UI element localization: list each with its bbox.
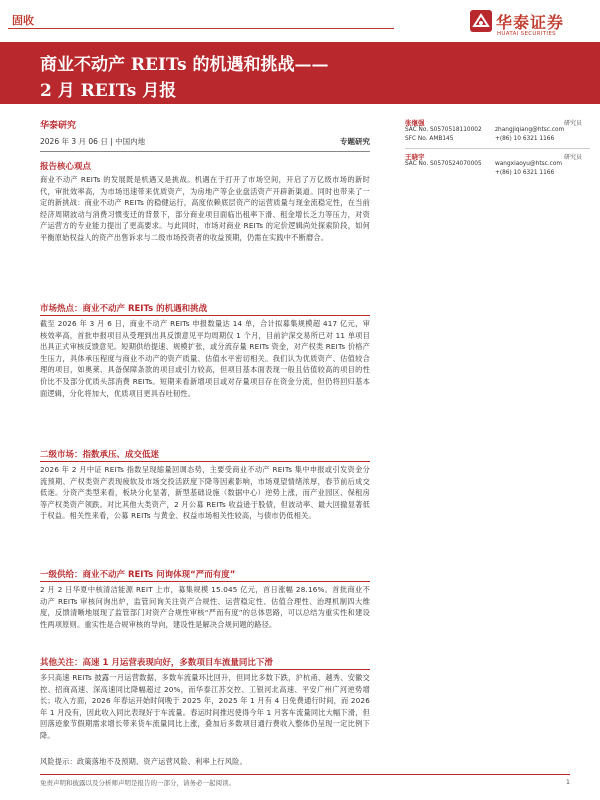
section-title: 市场热点：商业不动产 REITs 的机遇和挑战: [40, 302, 370, 316]
company-logo: [470, 8, 590, 42]
section-secondary-market: [40, 448, 370, 522]
analyst-name: 王晓宇: [405, 153, 425, 161]
analyst-name: 张继强: [405, 119, 425, 127]
logo-mark-icon: [470, 10, 492, 32]
page-number: 1: [565, 778, 570, 786]
risk-warning: 风险提示：政策落地不及预期、资产运营风险、利率上行风险。: [40, 757, 247, 766]
footer: [40, 778, 570, 787]
analyst-phone: +(86) 10 6321 1166: [495, 170, 555, 176]
report-title-line2: 2 月 REITs 月报: [40, 81, 177, 101]
date-separator: [40, 151, 370, 152]
analyst-sfc: SFC No. AMB145: [405, 136, 454, 142]
analyst-card: [405, 152, 590, 179]
section-title: 一级供给：商业不动产 REITs 问询体现“严而有度”: [40, 568, 370, 582]
analyst-role: 研究员: [563, 154, 582, 161]
section-title: 报告核心观点: [40, 162, 92, 172]
analyst-email[interactable]: zhangjiqiang@htsc.com: [495, 127, 565, 133]
report-date: 2026 年 3 月 06 日: [40, 137, 108, 146]
section-risk: [40, 756, 370, 768]
analyst-panel: [405, 118, 590, 179]
header-rule: [8, 28, 394, 29]
section-text: 2026 年 2 月中证 REITs 指数呈现缩量回调态势，主要受商业不动产 REITs 集中申报或引发资金分流预期、产权类资产表现疲软及市场交投活跃度下降等因素影响，市场观望情绪浓厚，春节前后成交低迷。分资产类型来看，板块分化显著，新型基础设施（数据中心）逆势上涨，而产业园区、保租房等产权类资产领跌。对比其他大类资产，2 月公募 REITs 收益逊于股债，但波动率、最大回撤显著低于权益。相关性来看，公募 REITs 与黄金、权益市场相关性较高，与债市仍低相关。: [40, 465, 370, 521]
date-line: 2026 年 3 月 06 日 | 中国内地 专题研究: [40, 137, 370, 146]
analyst-phone: +(86) 10 6321 1166: [495, 136, 555, 142]
section-primary-supply: [40, 568, 370, 630]
section-text: 多只高速 REITs 披露一月运营数据，多数车流量环比回升，但同比多数下跌，沪杭甬、越秀、安徽交控、招商高速、深高速同比降幅超过 20%，而华泰江苏交控、工银河北高速、平安广州广河逆势增长；收入方面，2026 年春运开始时间晚于 2025 年，2025 年 1 月有 4 日免费通行时间，而 2026 年 1 月没有，因此收入同比表现好于车流量。春运时间推迟使得今年 1 月客车流量同比大幅下滑，但回落迹象节假期需求增长带来货车流量同比上涨，叠加后多数项目通行费收入整体仍呈现一定比例下降。: [40, 673, 370, 740]
analyst-sac: SAC No. S0570524070005: [405, 161, 482, 167]
analyst-sac: SAC No. S0570518110002: [405, 127, 482, 133]
section-core-views: [40, 160, 370, 244]
logo-text-cn: 华泰证券: [496, 13, 565, 32]
analyst-divider: [405, 148, 590, 149]
report-type: 专题研究: [340, 137, 370, 146]
section-text: 2 月 2 日华夏中核清洁能源 REIT 上市，募集规模 15.045 亿元，首日涨幅 28.16%。首批商业不动产 REITs 审核问询出炉，监管问询关注资产合规性、运营稳定性、估值合理性、治理机制四大维度，反馈清晰地展现了监管部门对资产合规性审核“严而有度”的总体思路，可以总结为重实性和建设性两项原则。重实性是合规审核的导向，建设性是解决合规问题的路径。: [40, 585, 370, 629]
report-title-line1: 商业不动产 REITs 的机遇和挑战——: [40, 55, 329, 75]
footer-rule: [40, 774, 570, 775]
analyst-email[interactable]: wangxiaoyu@htsc.com: [495, 161, 563, 167]
footer-disclaimer: 免责声明和披露以及分析师声明是报告的一部分，请务必一起阅读。: [40, 779, 235, 787]
section-title: 其他关注：高速 1 月运营表现向好，多数项目车流量同比下滑: [40, 656, 370, 670]
section-text: 截至 2026 年 3 月 6 日，商业不动产 REITs 申报数量达 14 单，合计拟募集规模超 417 亿元，审核效率高，首批申报项目从受理到出具反馈意见平均周期仅 1 个月，目前沪深交易所已对 11 单项目出具正式审核反馈意见。短期供给提速、规模扩张，或分流存量 REITs 资金，对产权类 REITs 价格产生压力，具体承压程度与商业不动产的资产质量、估值水平密切相关。我们认为优质资产、估值较合理的项目，如奥莱、具备保障条款的项目或引力较高，但项目基本面表现一般且估值较高的项目的性价比不及部分优质头部消费 REITs。短期来看新增项目或对存量项目存在资金分流，但仍将回归基本面逻辑，分化将加大，优质项目更具吞吐韧性。: [40, 319, 370, 398]
firm-name: 华泰研究: [40, 121, 77, 131]
section-hot-topics: [40, 302, 370, 399]
analyst-role: 研究员: [563, 120, 582, 127]
title-banner: [0, 42, 600, 104]
section-title: 二级市场：指数承压、成交低迷: [40, 448, 370, 462]
section-text: 商业不动产 REITs 的发展既是机遇又是挑战。机遇在于打开了市场空间，开启了万亿级市场的新时代，审批效率高，为市场迅速带来优质资产，为房地产等企业盘活资产开辟新渠道。同时也带来了一定的新挑战：商业不动产 REITs 的稳健运行，高度依赖底层资产的运营质量与现金流稳定性，在当前经济周期波动与消费习惯变迁的背景下，部分商业项目面临出租率下滑、租金增长乏力等压力，对资产运营方的专业能力提出了更高要求。与此同时，市场对商业 REITs 的定价逻辑尚处探索阶段，如何平衡原始权益人的资产出售诉求与二级市场投资者的收益预期，仍需在实践中不断磨合。: [40, 175, 370, 242]
report-region: 中国内地: [115, 137, 146, 146]
category-tag: 固收: [12, 14, 34, 27]
section-other-focus: [40, 656, 370, 742]
logo-text-en: HUATAI SECURITIES: [497, 31, 556, 37]
analyst-card: [405, 118, 590, 145]
